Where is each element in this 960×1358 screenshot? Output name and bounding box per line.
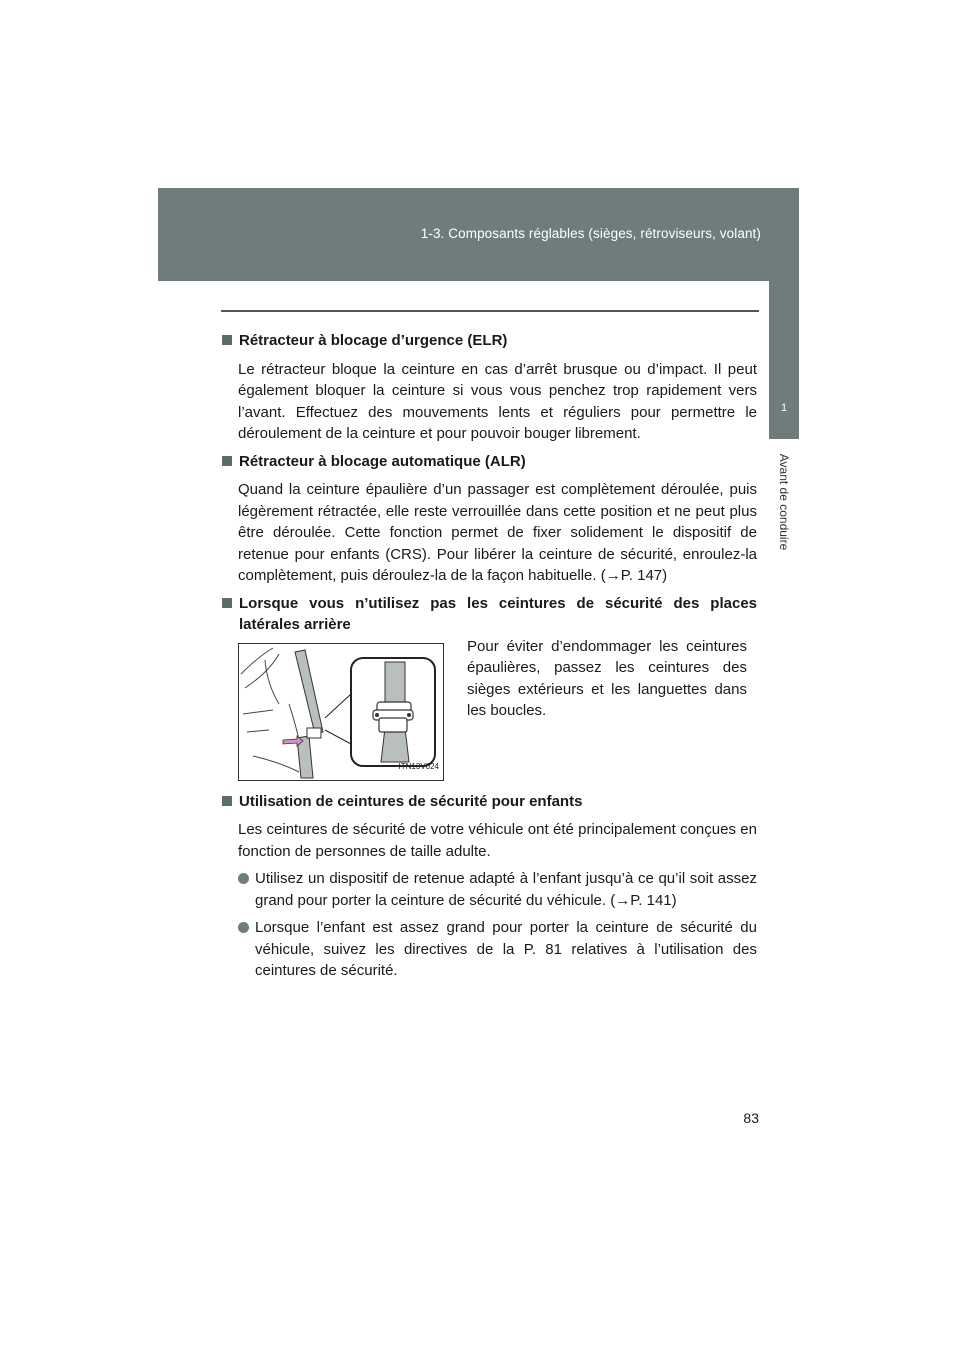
heading-text: Rétracteur à blocage automatique (ALR) xyxy=(239,452,526,470)
heading-text: Rétracteur à blocage d’urgence (ELR) xyxy=(239,332,508,349)
chapter-number: 1 xyxy=(780,402,788,414)
page-content xyxy=(221,330,757,988)
square-bullet-icon xyxy=(222,335,232,345)
illustration-code: ITN13V024 xyxy=(398,762,439,771)
section-heading-elr xyxy=(221,330,757,352)
square-bullet-icon xyxy=(222,796,232,806)
heading-text: Utilisation de ceintures de sécurité pour enfants xyxy=(239,792,583,810)
alr-paragraph: Quand la ceinture épaulière d’un passager est complètement déroulée, puis légèrement rétractée, elle reste verrouillée dans cette position et ne peut plus être déroulée. Cette fonction permet de fixer solidement le dispositif de retenue pour enfants (CRS). Pour libérer la ceinture de sécurité, enroulez-la complètement, puis déroulez-la de la façon habituelle. (→P. 147) xyxy=(238,481,757,584)
children-paragraph: Les ceintures de sécurité de votre véhicule ont été principalement conçues en fonction de personnes de taille adulte. xyxy=(238,821,757,860)
square-bullet-icon xyxy=(222,598,232,608)
section-heading-children xyxy=(221,791,757,813)
list-item xyxy=(238,917,757,982)
chapter-tab xyxy=(769,281,799,439)
square-bullet-icon xyxy=(222,456,232,466)
section-heading-rear-belts xyxy=(221,593,757,636)
elr-paragraph: Le rétracteur bloque la ceinture en cas d’arrêt brusque ou d’impact. Il peut également bloquer la ceinture si vous vous penchez trop rapidement vers l’avant. Effectuez des mouvements lents et réguliers pour permettre le déroulement de la ceinture et pour pouvoir bouger librement. xyxy=(238,360,757,442)
page-number: 83 xyxy=(743,1110,759,1126)
seatbelt-illustration xyxy=(238,643,444,781)
round-bullet-icon xyxy=(238,922,249,933)
header-rule xyxy=(221,310,759,312)
rear-belt-paragraph: Pour éviter d’endommager les ceintures épaulières, passez les ceintures des sièges extérieurs et les languettes dans les boucles. xyxy=(467,637,747,719)
heading-text: Lorsque vous n’utilisez pas les ceintures de sécurité des places latérales arrière xyxy=(239,594,757,633)
section-title: 1-3. Composants réglables (sièges, rétroviseurs, volant) xyxy=(420,226,761,241)
list-item-text: Lorsque l’enfant est assez grand pour porter la ceinture de sécurité du véhicule, suivez les directives de la P. 81 relatives à l’utilisation des ceintures de sécurité. xyxy=(255,919,757,979)
chapter-label: Avant de conduire xyxy=(777,453,791,551)
list-item xyxy=(238,868,757,911)
header-band xyxy=(158,188,799,281)
list-item-text: Utilisez un dispositif de retenue adapté à l’enfant jusqu’à ce qu’il soit assez grand pour porter la ceinture de sécurité du véhicule. (→P. 141) xyxy=(255,870,757,909)
rear-belt-illustration-row xyxy=(238,637,757,781)
round-bullet-icon xyxy=(238,873,249,884)
section-heading-alr xyxy=(221,451,757,473)
